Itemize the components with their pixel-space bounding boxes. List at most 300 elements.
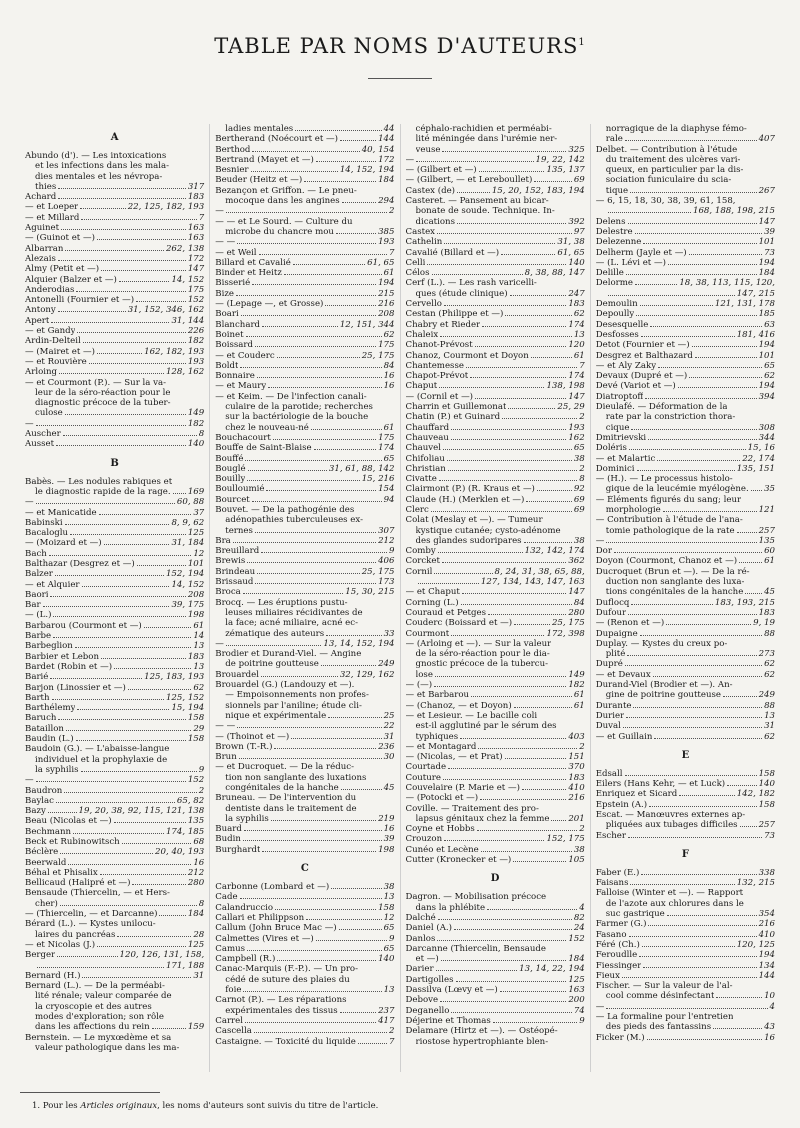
dot-leader [451,1012,571,1013]
index-entry [406,309,585,319]
entry-text: Cascella [215,1026,252,1037]
entry-text: Bize [215,288,234,299]
index-entry [596,577,775,587]
index-entry [215,505,394,515]
index-entry [596,810,775,820]
entry-pages: 121, 131, 178 [714,299,775,310]
index-entry [406,964,585,974]
index-entry [596,433,775,443]
index-entry [406,567,585,577]
index-entry [596,711,775,721]
dot-leader [240,367,381,368]
dot-leader [316,940,387,941]
entry-text: — et Barbarou [405,690,470,701]
entry-text: Cavalié (Billard et —) [405,247,500,258]
index-entry [25,347,204,357]
index-entry [215,248,394,258]
entry-pages: 61 [383,268,395,279]
entry-pages: 2 [579,824,585,835]
dot-leader [663,511,757,512]
dot-leader [101,658,186,659]
dot-leader [737,532,757,533]
entry-text: Doléris [595,443,627,454]
entry-pages: 44 [383,124,395,134]
index-entry [406,278,585,288]
entry-text: — [595,535,605,546]
entry-text: — [25,497,34,508]
dot-leader [56,802,175,803]
entry-pages: 219 [378,813,395,824]
dot-leader [82,586,170,587]
index-entry [215,752,394,762]
index-entry [596,495,775,505]
index-entry [215,134,394,144]
entry-text: Delbet. — Contribution à l'étude [595,144,738,155]
entry-pages: 73 [764,830,775,841]
entry-text: — (Gilbert et —) [405,165,477,176]
dot-leader [60,853,153,854]
entry-text: Bechmann [25,826,72,837]
index-entry [596,289,775,299]
entry-pages: 82 [573,912,585,923]
entry-text: dies mentales et les névropa- [35,171,163,182]
dot-leader [277,960,376,961]
entry-pages: 140 [568,257,585,268]
dot-leader [293,264,365,265]
index-entry [215,433,394,443]
dot-leader [689,254,762,255]
entry-pages: 73 [764,247,775,258]
entry-text: Bertherand (Noécourt et —) [215,134,338,145]
index-entry [596,165,775,175]
dot-leader [114,822,186,823]
index-entry [596,299,775,309]
dot-leader [727,785,756,786]
index-entry [215,923,394,933]
entry-text: Barjon (Linossier et —) [25,682,126,693]
dot-leader [50,678,142,679]
index-entry [406,268,585,278]
index-entry [406,175,585,185]
entry-text: Bataillon [25,723,64,734]
entry-pages: 307 [378,525,395,536]
entry-text: Dalché [405,912,436,923]
entry-pages: 19, 20, 38, 92, 115, 121, 138 [78,806,205,817]
dot-leader [689,377,762,378]
index-entry [215,196,394,206]
entry-pages: 200 [568,995,585,1006]
dot-leader [493,1022,577,1023]
entry-text: — et Keim. — De l'infection canali- [215,391,367,402]
dot-leader [77,709,169,710]
dot-leader [666,624,751,625]
footnote [32,1101,378,1111]
entry-pages: 135 [758,535,775,546]
entry-text: Broca [215,587,241,598]
index-entry [25,919,204,929]
dot-leader [36,425,186,426]
dot-leader [316,161,376,162]
entry-text: Berger [25,950,56,961]
dot-leader [648,925,756,926]
entry-pages: 24 [573,923,585,934]
entry-text: Couderc (Boissard et —) [405,618,513,629]
entry-text: Durand-Viel (Brodier et —). An- [595,680,733,691]
dot-leader [37,967,164,968]
index-entry [406,196,585,206]
index-entry [406,361,585,371]
dot-leader [745,593,762,594]
entry-text: Célos [405,268,430,279]
entry-text: riostose hypertrophiante blen- [415,1036,549,1047]
index-entry [596,909,775,919]
index-entry [25,755,204,765]
dot-leader [418,583,479,584]
entry-pages: 193 [568,422,585,433]
index-entry [25,888,204,898]
index-entry [596,789,775,799]
dot-leader [479,171,545,172]
dot-leader [261,676,338,677]
entry-text: Deganello [405,1005,450,1016]
entry-pages: 92 [573,484,585,495]
index-entry [406,381,585,391]
entry-text: Depoully [595,309,635,320]
entry-pages: 8 [198,429,205,440]
dot-leader [534,181,571,182]
entry-text: Dufour [595,607,627,618]
entry-pages: 184 [758,268,775,279]
index-entry [596,701,775,711]
index-entry [406,1037,585,1047]
index-entry [215,186,394,196]
dot-leader [630,884,734,885]
index-entry [215,882,394,892]
index-entry [215,608,394,618]
dot-leader [237,243,376,244]
entry-pages: 410 [568,783,585,793]
entry-text: Arloing [25,367,58,378]
entry-text: Calandruccio [215,902,274,913]
entry-text: Bardet (Robin et —) [25,661,113,672]
dot-leader [457,223,566,224]
index-entry [215,773,394,783]
dot-leader [526,501,571,502]
dot-leader [114,668,191,669]
entry-text: — et Rouvière [25,356,87,367]
entry-pages: 237 [378,1005,395,1016]
index-entry [406,598,585,608]
dot-leader [340,1012,376,1013]
entry-text: Feroudlle [595,950,638,961]
dot-leader [97,239,186,240]
dot-leader [328,717,381,718]
dot-leader [439,387,544,388]
index-entry [596,899,775,909]
entry-text: — [25,775,34,786]
entry-pages: 13, 14, 152, 194 [323,638,395,649]
dot-leader [99,514,192,515]
entry-pages: 61, 65 [367,257,395,268]
entry-text: Dartigolles [405,974,454,985]
entry-pages: 162 [568,432,585,443]
index-entry [25,683,204,693]
entry-text: des pieds des fantassins [605,1022,712,1033]
entry-pages: 149 [568,669,585,680]
entry-text: individuel et la prophylaxie de [35,754,168,765]
dot-leader [505,758,567,759]
dot-leader [501,254,555,255]
entry-text: Couture [405,772,441,783]
entry-pages: 15, 20, 152, 183, 194 [491,185,585,196]
dot-leader [101,270,186,271]
entry-pages: 216 [568,793,585,804]
dot-leader [440,336,572,337]
entry-text: lité méningée dans l'urémie ner- [415,134,558,145]
index-entry [406,134,585,144]
index-entry [596,134,775,144]
index-entry [25,827,204,837]
entry-text: Bach [25,548,47,559]
index-entry [596,237,775,247]
entry-pages: 152 [187,775,205,786]
index-entry [596,536,775,546]
index-entry [215,711,394,721]
entry-text: lapsus génitaux chez la femme [415,813,550,824]
index-entry [406,206,585,216]
entry-pages: 13 [193,661,205,672]
dot-leader [97,946,186,947]
entry-pages: 9 [389,546,395,557]
entry-text: est-il agglutiné par le sérum des [415,721,557,732]
entry-pages: 183, 193, 215 [714,597,775,608]
index-entry [215,804,394,814]
index-entry [215,165,394,175]
entry-text: — et Malartic [595,453,656,464]
entry-text: expérimentales des tissus [225,1005,338,1016]
entry-text: — et Loeper [25,202,79,213]
index-entry [406,464,585,474]
entry-text: Fieux [595,970,620,981]
dot-leader [252,284,376,285]
dot-leader [649,806,756,807]
footnote-rule [20,1092,160,1093]
entry-text: Boldt [215,360,239,371]
entry-pages: 410 [758,929,775,940]
entry-text: Camus [215,943,246,954]
index-entry [25,202,204,212]
index-entry [406,629,585,639]
entry-pages: 125, 183, 193 [144,672,205,683]
entry-pages: 65 [573,443,585,454]
index-entry [215,526,394,536]
index-entry [406,824,585,834]
dot-leader [625,140,757,141]
entry-text: Barbeglion [25,641,73,652]
dot-leader [336,233,376,234]
entry-text: et —) [415,954,439,965]
dot-leader [650,326,762,327]
entry-pages: 13 [764,710,775,721]
entry-text: Berthod [215,144,251,155]
entry-text: la syphilis [225,813,269,824]
dot-leader [440,1001,566,1002]
entry-pages: 267 [758,185,775,196]
index-entry [215,392,394,402]
entry-pages: 31, 184 [171,538,205,549]
dot-leader [255,532,376,533]
entry-text: Binder et Heitz [215,268,282,279]
index-entry [406,618,585,628]
entry-text: Chauveau [405,432,449,443]
index-entry [596,474,775,484]
entry-pages: 216 [378,299,395,310]
entry-text: — et Courmont (P.). — Sur la va- [25,377,167,388]
entry-text: Burghardt [215,844,261,855]
entry-text: Bertrand (Mayet et —) [215,154,314,165]
entry-pages: 13 [573,329,585,340]
entry-text: gnostic précoce de la tubercu- [415,659,549,670]
index-entry [406,690,585,700]
entry-text: tomie pathologique de la rate [605,525,735,536]
index-entry [406,923,585,933]
dot-leader [637,470,735,471]
entry-pages: 61 [573,700,585,711]
entry-text: Baruch [25,713,57,724]
entry-pages: 125 [187,939,205,950]
entry-pages: 15, 16 [747,443,775,454]
dot-leader [416,161,533,162]
dot-leader [658,367,762,368]
entry-pages: 134 [758,960,775,971]
entry-text: — et Nicolas (J.) [25,939,96,950]
dot-leader [239,758,382,759]
dot-leader [75,647,191,648]
dot-leader [439,480,577,481]
dot-leader [628,223,757,224]
dot-leader [431,511,572,512]
entry-pages: 14, 152 [171,579,205,590]
index-entry [596,769,775,779]
entry-text: Edsall [595,768,623,779]
entry-text: Castaigne. — Toxicité du liquide [215,1036,356,1047]
entry-pages: 7 [389,1036,395,1047]
entry-text: Calmettes (Vires et —) [215,933,314,944]
entry-text: Desfosses [595,329,639,340]
index-entry [25,264,204,274]
footnote-italic: Articles originaux [80,1101,158,1111]
index-entry [596,227,775,237]
dot-leader [654,738,762,739]
dot-leader [59,373,164,374]
entry-pages: 4 [769,1001,775,1012]
dot-leader [311,429,382,430]
index-entry [596,464,775,474]
dot-leader [68,864,191,865]
dot-leader [52,699,164,700]
index-entry [215,824,394,834]
entry-text: leuses miliaires récidivantes de [225,607,363,618]
index-entry [596,940,775,950]
dot-leader [713,1028,762,1029]
dot-leader [51,322,169,323]
dot-leader [626,717,762,718]
entry-pages: 212 [187,867,205,878]
index-entry [406,289,585,299]
entry-text: — (Thiercelin, — et Darcanne) [25,909,158,920]
entry-text: pliquées aux tubages difficiles [605,820,738,831]
dot-leader [65,414,186,415]
index-entry [596,145,775,155]
index-entry [215,371,394,381]
entry-pages: 193 [187,356,205,367]
entry-pages: 14, 152, 194 [339,165,395,176]
dot-leader [606,1008,767,1009]
entry-text: rate par la constriction thora- [605,412,736,423]
entry-pages: 31, 144 [171,315,205,326]
entry-text: Chauvel [405,443,441,454]
entry-text: Baori [25,589,49,600]
index-entry [406,320,585,330]
entry-text: Courtade [405,762,447,773]
dot-leader [639,956,756,957]
entry-text: Darcanne (Thiercelin, Bensaude [405,943,546,954]
index-entry [25,981,204,991]
index-entry [25,744,204,754]
entry-pages: 174 [378,443,395,454]
entry-pages: 29 [193,723,205,734]
entry-pages: 15, 30, 215 [345,587,395,598]
section-letter: C [300,863,309,875]
entry-pages: 142, 182 [736,789,775,800]
index-entry [215,289,394,299]
entry-pages: 16 [383,824,395,835]
entry-pages: 68 [193,837,205,847]
dot-leader [679,795,734,796]
index-entry [596,206,775,216]
entry-pages: 69 [573,175,585,186]
entry-pages: 144 [378,134,395,145]
index-entry [215,206,394,216]
entry-text: Barth [25,692,50,703]
entry-pages: 152, 175 [546,834,585,845]
entry-text: Brewis [215,556,246,567]
entry-text: Béclère [25,847,59,858]
dot-leader [630,192,757,193]
entry-pages: 16 [383,381,395,392]
index-entry [406,402,585,412]
index-entry [25,950,204,960]
index-entry [215,145,394,155]
entry-text: Babès. — Les nodules rabiques et [25,476,173,487]
index-entry [25,367,204,377]
entry-pages: 262, 138 [165,243,205,254]
dot-leader [159,915,185,916]
index-entry [596,186,775,196]
dot-leader [451,439,566,440]
index-entry [596,361,775,371]
index-entry [596,732,775,742]
dot-leader [631,429,756,430]
dot-leader [268,387,381,388]
entry-text: cédé de suture des plaies du [225,974,350,985]
dot-leader [255,583,376,584]
index-column-3 [400,124,590,1072]
index-entry [596,320,775,330]
entry-text: Corning (L.) [405,597,459,608]
entry-pages: 62 [764,731,775,742]
dot-leader [500,991,567,992]
